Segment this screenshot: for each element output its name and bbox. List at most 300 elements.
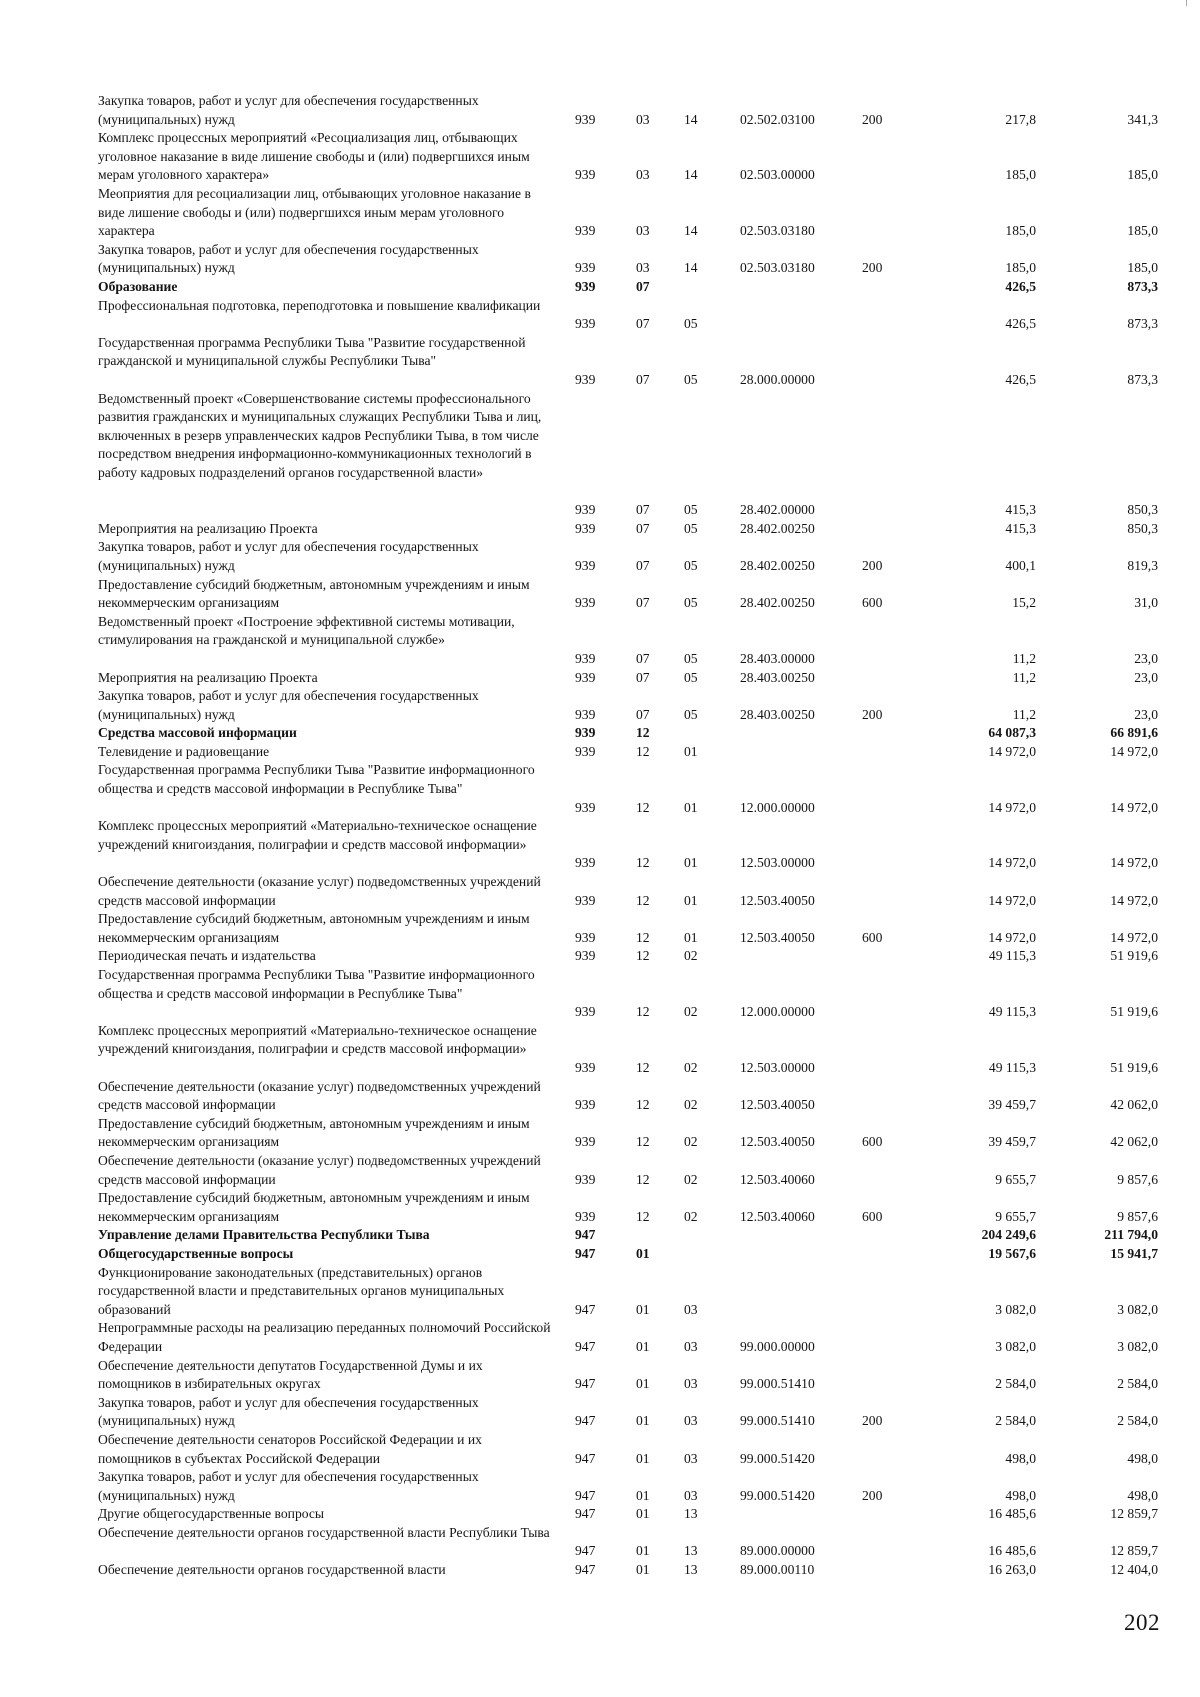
row-name: Непрограммные расходы на реализацию переданных полномочий Российской Федерации (98, 1320, 551, 1354)
row-name: Телевидение и радиовещание (98, 743, 270, 759)
amount-year-1: 3 082,0 (995, 1338, 1036, 1354)
row-name: Мероприятия на реализацию Проекта (98, 520, 318, 536)
table-row (0, 1394, 1200, 1431)
gr-code: 939 (575, 743, 596, 759)
subsection-code: 03 (684, 1413, 698, 1429)
table-row (0, 1189, 1200, 1226)
section-code: 12 (636, 1134, 650, 1150)
table-row (0, 538, 1200, 575)
amount-year-1: 14 972,0 (988, 929, 1036, 945)
gr-code: 947 (575, 1413, 596, 1429)
section-code: 01 (636, 1376, 650, 1392)
target-article-code: 28.402.00000 (740, 502, 815, 518)
amount-year-1: 11,2 (1012, 650, 1036, 666)
gr-code: 939 (575, 892, 596, 908)
subsection-code: 01 (684, 929, 698, 945)
row-name: Периодическая печать и издательства (98, 948, 316, 964)
table-row (0, 390, 1200, 520)
target-article-code: 02.503.03180 (740, 223, 815, 239)
target-article-code: 12.000.00000 (740, 1004, 815, 1020)
amount-year-2: 12 404,0 (1110, 1562, 1158, 1578)
gr-code: 939 (575, 1171, 596, 1187)
table-row (0, 185, 1200, 241)
gr-code: 939 (575, 650, 596, 666)
row-name: Закупка товаров, работ и услуг для обеспечения государственных (муниципальных) нужд (98, 241, 479, 276)
amount-year-2: 185,0 (1127, 167, 1158, 183)
table-row (0, 129, 1200, 185)
amount-year-1: 16 485,6 (988, 1506, 1036, 1522)
section-code: 12 (636, 929, 650, 945)
target-article-code: 12.503.40050 (740, 1134, 815, 1150)
amount-year-2: 211 794,0 (1104, 1227, 1158, 1243)
subsection-code: 13 (684, 1562, 698, 1578)
amount-year-1: 2 584,0 (995, 1376, 1036, 1392)
subsection-code: 02 (684, 1097, 698, 1113)
target-article-code: 12.503.40060 (740, 1171, 815, 1187)
amount-year-2: 2 584,0 (1117, 1413, 1158, 1429)
amount-year-2: 850,3 (1127, 520, 1158, 536)
gr-code: 939 (575, 371, 596, 387)
section-code: 12 (636, 892, 650, 908)
gr-code: 939 (575, 855, 596, 871)
amount-year-2: 498,0 (1127, 1487, 1158, 1503)
row-name: Предоставление субсидий бюджетным, автономным учреждениям и иным некоммерческим организациям (98, 1190, 530, 1224)
subsection-code: 05 (684, 557, 698, 573)
amount-year-2: 185,0 (1127, 223, 1158, 239)
table-row (0, 576, 1200, 613)
section-code: 01 (636, 1338, 650, 1354)
amount-year-1: 415,3 (1005, 502, 1036, 518)
section-code: 01 (636, 1562, 650, 1578)
subsection-code: 03 (684, 1301, 698, 1317)
amount-year-2: 14 972,0 (1110, 799, 1158, 815)
amount-year-1: 11,2 (1012, 706, 1036, 722)
section-code: 07 (636, 650, 650, 666)
amount-year-1: 426,5 (1005, 371, 1036, 387)
amount-year-1: 19 567,6 (988, 1245, 1036, 1261)
target-article-code: 99.000.51410 (740, 1413, 815, 1429)
section-code: 12 (636, 799, 650, 815)
gr-code: 939 (575, 948, 596, 964)
table-row (0, 724, 1200, 743)
gr-code: 939 (575, 1097, 596, 1113)
table-row (0, 947, 1200, 966)
gr-code: 947 (575, 1450, 596, 1466)
subsection-code: 02 (684, 1171, 698, 1187)
subsection-code: 13 (684, 1543, 698, 1559)
subsection-code: 03 (684, 1338, 698, 1354)
row-name: Закупка товаров, работ и услуг для обеспечения государственных (муниципальных) нужд (98, 1469, 479, 1503)
target-article-code: 89.000.00110 (740, 1562, 815, 1578)
section-code: 12 (636, 1097, 650, 1113)
row-name: Образование (98, 278, 178, 294)
row-name: Другие общегосударственные вопросы (98, 1506, 325, 1522)
table-row (0, 910, 1200, 947)
table-row (0, 1115, 1200, 1152)
amount-year-1: 14 972,0 (988, 892, 1036, 908)
target-article-code: 99.000.00000 (740, 1338, 815, 1354)
row-name: Предоставление субсидий бюджетным, автономным учреждениям и иным некоммерческим организациям (98, 1115, 530, 1150)
section-code: 01 (636, 1450, 650, 1466)
amount-year-1: 498,0 (1005, 1450, 1036, 1466)
gr-code: 947 (575, 1227, 596, 1243)
gr-code: 947 (575, 1338, 596, 1354)
table-row (0, 1245, 1200, 1264)
amount-year-1: 16 485,6 (988, 1543, 1036, 1559)
target-article-code: 12.503.40060 (740, 1208, 815, 1224)
gr-code: 947 (575, 1562, 596, 1578)
gr-code: 939 (575, 595, 596, 611)
gr-code: 939 (575, 1134, 596, 1150)
subsection-code: 14 (684, 167, 698, 183)
amount-year-2: 66 891,6 (1110, 725, 1158, 741)
target-article-code: 12.503.40050 (740, 929, 815, 945)
amount-year-1: 185,0 (1005, 167, 1036, 183)
amount-year-2: 9 857,6 (1117, 1208, 1158, 1224)
amount-year-1: 9 655,7 (995, 1171, 1036, 1187)
subsection-code: 05 (684, 502, 698, 518)
amount-year-2: 873,3 (1127, 278, 1158, 294)
expense-type-code: 200 (862, 111, 883, 127)
subsection-code: 02 (684, 1004, 698, 1020)
gr-code: 939 (575, 1060, 596, 1076)
gr-code: 947 (575, 1506, 596, 1522)
table-row (0, 1078, 1200, 1115)
subsection-code: 05 (684, 706, 698, 722)
table-row (0, 520, 1200, 539)
section-code: 07 (636, 557, 650, 573)
amount-year-2: 15 941,7 (1110, 1245, 1158, 1261)
section-code: 01 (636, 1506, 650, 1522)
section-code: 01 (636, 1487, 650, 1503)
table-row (0, 334, 1200, 390)
amount-year-1: 14 972,0 (988, 855, 1036, 871)
scan-mark (1186, 0, 1187, 6)
section-code: 07 (636, 278, 650, 294)
gr-code: 947 (575, 1245, 596, 1261)
row-name: Государственная программа Республики Тыва "Развитие государственной гражданской и муниципальной службы Республики Тыва" (98, 334, 526, 369)
section-code: 12 (636, 725, 650, 741)
gr-code: 939 (575, 316, 596, 332)
target-article-code: 99.000.51420 (740, 1450, 815, 1466)
gr-code: 939 (575, 669, 596, 685)
table-row (0, 1226, 1200, 1245)
subsection-code: 05 (684, 595, 698, 611)
budget-table (0, 92, 1200, 1580)
table-row (0, 1524, 1200, 1561)
row-name: Функционирование законодательных (представительных) органов государственной власти и представительных органов муниципальных образований (98, 1264, 505, 1317)
amount-year-2: 9 857,6 (1117, 1171, 1158, 1187)
amount-year-1: 185,0 (1005, 223, 1036, 239)
row-name: Обеспечение деятельности (оказание услуг) подведомственных учреждений средств массовой информации (98, 1078, 541, 1113)
row-name: Комплекс процессных мероприятий «Материально-техническое оснащение учреждений книгоиздания, полиграфии и средств массовой информации» (98, 1022, 537, 1057)
gr-code: 939 (575, 557, 596, 573)
amount-year-2: 498,0 (1127, 1450, 1158, 1466)
amount-year-2: 850,3 (1127, 502, 1158, 518)
subsection-code: 03 (684, 1376, 698, 1392)
amount-year-2: 42 062,0 (1110, 1134, 1158, 1150)
gr-code: 947 (575, 1301, 596, 1317)
amount-year-1: 49 115,3 (988, 1060, 1036, 1076)
subsection-code: 14 (684, 223, 698, 239)
row-name: Ведомственный проект «Совершенствование системы профессионального развития гражданских и муниципальных служащих Республики Тыва и лиц, включенных в резерв управленческих кадров Республики Тыва, в том числе посредством внедрения информационно-коммуникационных технологий в работу кадровых подразделений органов государственной власти» (98, 390, 542, 480)
amount-year-1: 185,0 (1005, 260, 1036, 276)
subsection-code: 01 (684, 855, 698, 871)
subsection-code: 05 (684, 520, 698, 536)
expense-type-code: 200 (862, 1413, 883, 1429)
amount-year-2: 14 972,0 (1110, 855, 1158, 871)
amount-year-2: 185,0 (1127, 260, 1158, 276)
amount-year-1: 400,1 (1005, 557, 1036, 573)
row-name: Обеспечение деятельности (оказание услуг) подведомственных учреждений средств массовой информации (98, 874, 541, 908)
target-article-code: 12.503.40050 (740, 892, 815, 908)
subsection-code: 02 (684, 1208, 698, 1224)
section-code: 12 (636, 948, 650, 964)
section-code: 12 (636, 1004, 650, 1020)
target-article-code: 28.403.00000 (740, 650, 815, 666)
subsection-code: 02 (684, 948, 698, 964)
amount-year-1: 426,5 (1005, 316, 1036, 332)
subsection-code: 03 (684, 1450, 698, 1466)
expense-type-code: 600 (862, 1208, 883, 1224)
section-code: 12 (636, 743, 650, 759)
section-code: 03 (636, 260, 650, 276)
amount-year-2: 12 859,7 (1110, 1506, 1158, 1522)
table-row (0, 1468, 1200, 1505)
subsection-code: 05 (684, 316, 698, 332)
page-number: 202 (1124, 1610, 1160, 1635)
table-row (0, 1505, 1200, 1524)
amount-year-2: 23,0 (1134, 650, 1158, 666)
row-name: Обеспечение деятельности органов государственной власти Республики Тыва (98, 1524, 550, 1540)
row-name: Предоставление субсидий бюджетным, автономным учреждениям и иным некоммерческим организациям (98, 576, 530, 611)
table-row (0, 1431, 1200, 1468)
amount-year-1: 16 263,0 (988, 1562, 1036, 1578)
target-article-code: 28.403.00250 (740, 706, 815, 722)
target-article-code: 02.503.03180 (740, 260, 815, 276)
subsection-code: 13 (684, 1506, 698, 1522)
amount-year-2: 873,3 (1127, 371, 1158, 387)
amount-year-1: 14 972,0 (988, 743, 1036, 759)
gr-code: 939 (575, 167, 596, 183)
row-name: Закупка товаров, работ и услуг для обеспечения государственных (муниципальных) нужд (98, 1394, 479, 1429)
gr-code: 939 (575, 520, 596, 536)
section-code: 12 (636, 1060, 650, 1076)
gr-code: 947 (575, 1487, 596, 1503)
gr-code: 947 (575, 1376, 596, 1392)
gr-code: 939 (575, 502, 596, 518)
amount-year-1: 426,5 (1005, 278, 1036, 294)
gr-code: 939 (575, 706, 596, 722)
amount-year-2: 2 584,0 (1117, 1376, 1158, 1392)
section-code: 12 (636, 1208, 650, 1224)
target-article-code: 28.000.00000 (740, 371, 815, 387)
target-article-code: 02.502.03100 (740, 111, 815, 127)
section-code: 03 (636, 111, 650, 127)
row-name: Обеспечение деятельности депутатов Государственной Думы и их помощников в избирательных округах (98, 1357, 483, 1392)
amount-year-2: 42 062,0 (1110, 1097, 1158, 1113)
section-code: 03 (636, 223, 650, 239)
row-name: Управление делами Правительства Республики Тыва (98, 1227, 430, 1243)
section-code: 12 (636, 1171, 650, 1187)
subsection-code: 14 (684, 111, 698, 127)
amount-year-2: 51 919,6 (1110, 948, 1158, 964)
amount-year-1: 204 249,6 (981, 1227, 1036, 1243)
gr-code: 939 (575, 223, 596, 239)
subsection-code: 14 (684, 260, 698, 276)
table-row (0, 1319, 1200, 1356)
expense-type-code: 600 (862, 1134, 883, 1150)
table-row (0, 1561, 1200, 1580)
row-name: Ведомственный проект «Построение эффективной системы мотивации, стимулирования на гражданской и муниципальной службе» (98, 613, 515, 648)
amount-year-2: 14 972,0 (1110, 929, 1158, 945)
gr-code: 947 (575, 1543, 596, 1559)
subsection-code: 02 (684, 1060, 698, 1076)
amount-year-1: 217,8 (1005, 111, 1036, 127)
table-row (0, 1022, 1200, 1078)
amount-year-1: 15,2 (1012, 595, 1036, 611)
amount-year-1: 11,2 (1012, 669, 1036, 685)
section-code: 01 (636, 1543, 650, 1559)
gr-code: 939 (575, 1004, 596, 1020)
target-article-code: 28.402.00250 (740, 595, 815, 611)
expense-type-code: 200 (862, 557, 883, 573)
table-row (0, 1152, 1200, 1189)
table-row (0, 613, 1200, 669)
section-code: 07 (636, 520, 650, 536)
table-row (0, 297, 1200, 334)
expense-type-code: 600 (862, 595, 883, 611)
row-name: Комплекс процессных мероприятий «Ресоциализация лиц, отбывающих уголовное наказание в виде лишение свободы и (или) подвергшихся иным мерам уголовного характера» (98, 130, 530, 183)
target-article-code: 28.402.00250 (740, 520, 815, 536)
amount-year-2: 819,3 (1127, 557, 1158, 573)
amount-year-1: 39 459,7 (988, 1134, 1036, 1150)
gr-code: 939 (575, 111, 596, 127)
table-row (0, 743, 1200, 762)
section-code: 01 (636, 1245, 650, 1261)
gr-code: 939 (575, 799, 596, 815)
subsection-code: 01 (684, 743, 698, 759)
row-name: Мероприятия на реализацию Проекта (98, 669, 318, 685)
section-code: 07 (636, 371, 650, 387)
gr-code: 939 (575, 1208, 596, 1224)
amount-year-1: 498,0 (1005, 1487, 1036, 1503)
amount-year-2: 341,3 (1127, 111, 1158, 127)
target-article-code: 99.000.51410 (740, 1376, 815, 1392)
amount-year-1: 64 087,3 (988, 725, 1036, 741)
row-name: Комплекс процессных мероприятий «Материально-техническое оснащение учреждений книгоиздания, полиграфии и средств массовой информации» (98, 818, 537, 852)
expense-type-code: 200 (862, 1487, 883, 1503)
row-name: Общегосударственные вопросы (98, 1245, 294, 1261)
section-code: 07 (636, 316, 650, 332)
amount-year-2: 51 919,6 (1110, 1004, 1158, 1020)
subsection-code: 03 (684, 1487, 698, 1503)
row-name: Обеспечение деятельности сенаторов Российской Федерации и их помощников в субъектах Российской Федерации (98, 1431, 482, 1466)
table-row (0, 1357, 1200, 1394)
gr-code: 939 (575, 278, 596, 294)
target-article-code: 89.000.00000 (740, 1543, 815, 1559)
expense-type-code: 600 (862, 929, 883, 945)
row-name: Предоставление субсидий бюджетным, автономным учреждениям и иным некоммерческим организациям (98, 911, 530, 945)
table-row (0, 92, 1200, 129)
expense-type-code: 200 (862, 706, 883, 722)
section-code: 07 (636, 669, 650, 685)
table-row (0, 241, 1200, 278)
amount-year-2: 12 859,7 (1110, 1543, 1158, 1559)
table-row (0, 278, 1200, 297)
gr-code: 939 (575, 929, 596, 945)
amount-year-1: 9 655,7 (995, 1208, 1036, 1224)
target-article-code: 12.503.00000 (740, 1060, 815, 1076)
row-name: Закупка товаров, работ и услуг для обеспечения государственных (муниципальных) нужд (98, 93, 479, 127)
amount-year-2: 23,0 (1134, 669, 1158, 685)
amount-year-2: 51 919,6 (1110, 1060, 1158, 1076)
section-code: 07 (636, 502, 650, 518)
row-name: Средства массовой информации (98, 725, 297, 741)
table-row (0, 669, 1200, 688)
row-name: Обеспечение деятельности органов государственной власти (98, 1562, 446, 1578)
amount-year-1: 2 584,0 (995, 1413, 1036, 1429)
amount-year-1: 39 459,7 (988, 1097, 1036, 1113)
table-row (0, 873, 1200, 910)
target-article-code: 28.402.00250 (740, 557, 815, 573)
target-article-code: 12.503.00000 (740, 855, 815, 871)
amount-year-1: 49 115,3 (988, 1004, 1036, 1020)
table-row (0, 687, 1200, 724)
amount-year-2: 3 082,0 (1117, 1338, 1158, 1354)
section-code: 07 (636, 595, 650, 611)
gr-code: 939 (575, 260, 596, 276)
subsection-code: 05 (684, 669, 698, 685)
subsection-code: 05 (684, 371, 698, 387)
amount-year-2: 23,0 (1134, 706, 1158, 722)
section-code: 12 (636, 855, 650, 871)
amount-year-1: 49 115,3 (988, 948, 1036, 964)
table-row (0, 966, 1200, 1022)
amount-year-1: 14 972,0 (988, 799, 1036, 815)
target-article-code: 28.403.00250 (740, 669, 815, 685)
table-row (0, 817, 1200, 873)
target-article-code: 02.503.00000 (740, 167, 815, 183)
target-article-code: 12.503.40050 (740, 1097, 815, 1113)
target-article-code: 12.000.00000 (740, 799, 815, 815)
amount-year-1: 415,3 (1005, 520, 1036, 536)
subsection-code: 01 (684, 799, 698, 815)
section-code: 01 (636, 1413, 650, 1429)
amount-year-1: 3 082,0 (995, 1301, 1036, 1317)
row-name: Закупка товаров, работ и услуг для обеспечения государственных (муниципальных) нужд (98, 688, 479, 722)
section-code: 07 (636, 706, 650, 722)
row-name: Меоприятия для ресоциализации лиц, отбывающих уголовное наказание в виде лишение свободы и (или) подвергшихся иным мерам уголовного характера (98, 185, 531, 239)
table-row (0, 1264, 1200, 1320)
subsection-code: 01 (684, 892, 698, 908)
amount-year-2: 873,3 (1127, 316, 1158, 332)
section-code: 01 (636, 1301, 650, 1317)
amount-year-2: 3 082,0 (1117, 1301, 1158, 1317)
subsection-code: 05 (684, 650, 698, 666)
target-article-code: 99.000.51420 (740, 1487, 815, 1503)
table-row (0, 761, 1200, 817)
amount-year-2: 14 972,0 (1110, 892, 1158, 908)
row-name: Обеспечение деятельности (оказание услуг) подведомственных учреждений средств массовой информации (98, 1153, 541, 1187)
gr-code: 939 (575, 725, 596, 741)
expense-type-code: 200 (862, 260, 883, 276)
row-name: Государственная программа Республики Тыва "Развитие информационного общества и средств массовой информации в Республике Тыва" (98, 762, 535, 797)
amount-year-2: 31,0 (1134, 595, 1158, 611)
section-code: 03 (636, 167, 650, 183)
row-name: Профессиональная подготовка, переподготовка и повышение квалификации (98, 297, 541, 313)
row-name: Государственная программа Республики Тыва "Развитие информационного общества и средств массовой информации в Республике Тыва" (98, 967, 535, 1001)
